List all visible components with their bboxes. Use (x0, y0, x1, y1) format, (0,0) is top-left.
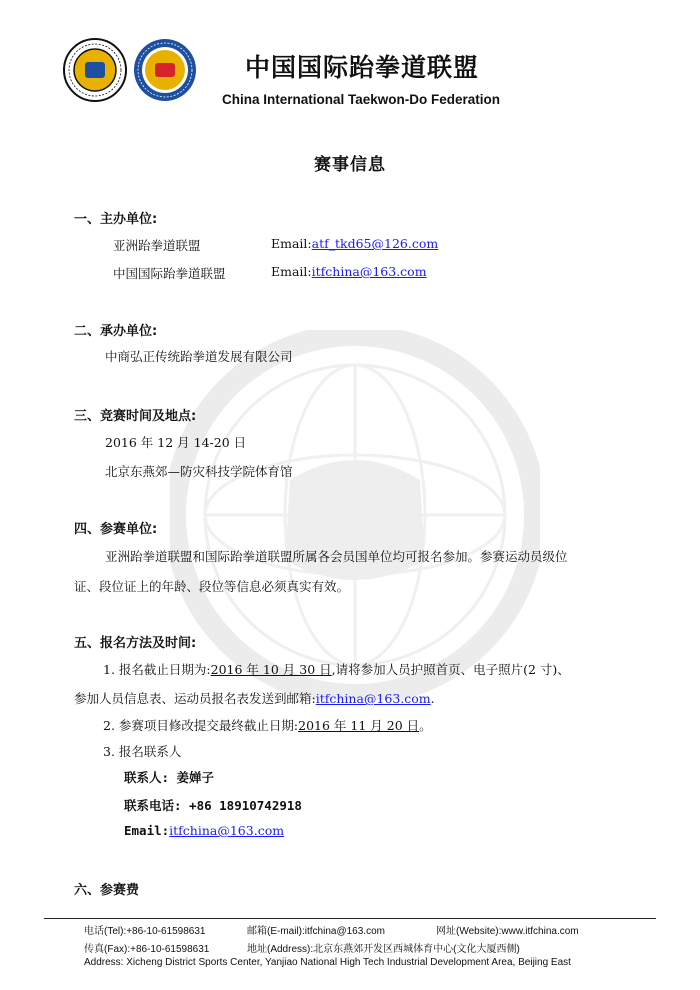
section-organizer-heading: 一、主办单位: (74, 212, 158, 227)
section-registration-heading: 五、报名方法及时间: (74, 636, 197, 651)
contact-name: 联系人: 姜婵子 (124, 770, 215, 785)
contact-email-link[interactable]: itfchina@163.com (169, 823, 285, 838)
organizer-1-email-link[interactable]: atf_tkd65@126.com (311, 236, 439, 251)
registration-email-link[interactable]: itfchina@163.com (315, 691, 431, 706)
section-host-heading: 二、承办单位: (74, 324, 158, 339)
registration-item-3: 3. 报名联系人 (103, 744, 182, 759)
footer-tel: 电话(Tel):+86-10-61598631 (84, 926, 206, 937)
footer-address-en: Address: Xicheng District Sports Center, Yanjiao National High Tech Industrial Development Area, Beijing East (84, 957, 571, 968)
competition-date: 2016 年 12 月 14-20 日 (105, 435, 247, 450)
organizer-2-email-link[interactable]: itfchina@163.com (311, 264, 427, 279)
organizer-2: 中国国际跆拳道联盟 (113, 266, 226, 281)
contact-email: Email:itfchina@163.com (124, 823, 285, 838)
footer-fax: 传真(Fax):+86-10-61598631 (84, 944, 210, 955)
organizer-1: 亚洲跆拳道联盟 (113, 238, 201, 253)
competition-venue: 北京东燕郊—防灾科技学院体育馆 (105, 464, 293, 479)
organizer-2-email: Email:itfchina@163.com (271, 264, 427, 279)
federation-watermark (170, 330, 540, 700)
document-title: 赛事信息 (314, 155, 386, 175)
itf-international-logo (63, 38, 127, 102)
registration-item-1: 1. 报名截止日期为:2016 年 10 月 30 日,请将参加人员护照首页、电子照片(2 寸)、 (103, 662, 570, 677)
registration-item-2: 2. 参赛项目修改提交最终截止日期:2016 年 11 月 20 日。 (103, 718, 432, 733)
host-organization: 中商弘正传统跆拳道发展有限公司 (105, 349, 293, 364)
section-time-place-heading: 三、竞赛时间及地点: (74, 409, 197, 424)
footer-divider (44, 918, 656, 919)
participants-line-2: 证、段位证上的年龄、段位等信息必须真实有效。 (74, 579, 350, 594)
header-subtitle: China International Taekwon-Do Federation (222, 92, 501, 107)
organizer-1-email: Email:atf_tkd65@126.com (271, 236, 439, 251)
contact-phone: 联系电话: +86 18910742918 (124, 798, 302, 813)
registration-item-1-line-2: 参加人员信息表、运动员报名表发送到邮箱:itfchina@163.com. (74, 691, 435, 706)
section-fee-heading: 六、参赛费 (74, 883, 140, 898)
participants-line-1: 亚洲跆拳道联盟和国际跆拳道联盟所属各会员国单位均可报名参加。参赛运动员级位 (105, 549, 568, 564)
footer-website: 网址(Website):www.itfchina.com (436, 926, 579, 937)
itf-china-logo (133, 38, 197, 102)
footer-email: 邮箱(E-mail):itfchina@163.com (247, 926, 385, 937)
footer-address-cn: 地址(Address):北京东燕郊开发区西城体育中心(文化大厦西侧) (247, 944, 520, 955)
section-participants-heading: 四、参赛单位: (74, 522, 158, 537)
header-title: 中国国际跆拳道联盟 (245, 53, 480, 82)
